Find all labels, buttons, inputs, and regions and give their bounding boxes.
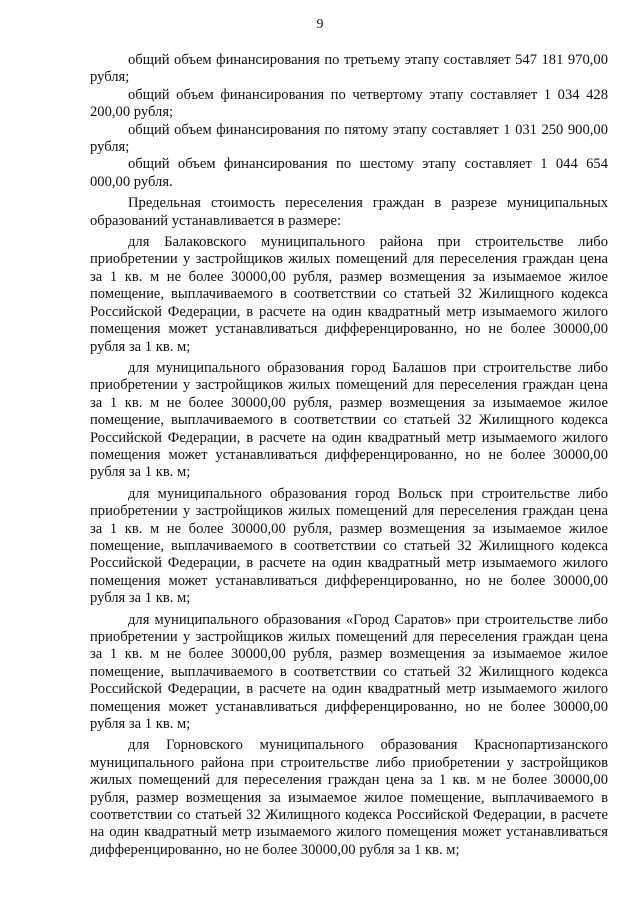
paragraph-gornovskoe: для Горновского муниципального образования Краснопартизанского муниципального района при строительстве либо приобретении у застройщиков жилых помещений для переселения граждан цена за 1 кв. м не более 30000,00 рубля, размер возмещения за изымаемое жилое помещение, выплачиваемого в соответствии со статьей 32 Жилищного кодекса Российской Федерации, в расчете на один квадратный метр изымаемого жилого помещения может устанавливаться дифференцированно, но не более 30000,00 рубля за 1 кв. м; xyxy=(90,737,608,858)
paragraph-funding-stage-4: общий объем финансирования по четвертому этапу составляет 1 034 428 200,00 рубля; xyxy=(90,86,608,121)
paragraph-balakovo: для Балаковского муниципального района при строительстве либо приобретении у застройщиков жилых помещений для переселения граждан цена за 1 кв. м не более 30000,00 рубля, размер возмещения за изымаемое жилое помещение, выплачиваемого в соответствии со статьей 32 Жилищного кодекса Российской Федерации, в расчете на один квадратный метр изымаемого жилого помещения может устанавливаться дифференцированно, но не более 30000,00 рубля за 1 кв. м; xyxy=(90,234,608,355)
paragraph-funding-stage-3: общий объем финансирования по третьему этапу составляет 547 181 970,00 рубля; xyxy=(90,52,608,86)
paragraph-funding-stage-5: общий объем финансирования по пятому этапу составляет 1 031 250 900,00 рубля; xyxy=(90,121,608,156)
paragraph-funding-stage-6: общий объем финансирования по шестому этапу составляет 1 044 654 000,00 рубля. xyxy=(90,156,608,190)
paragraph-cost-intro: Предельная стоимость переселения граждан в разрезе муниципальных образований устанавливается в размере: xyxy=(90,195,608,229)
page-number: 9 xyxy=(316,17,324,32)
paragraph-saratov: для муниципального образования «Город Саратов» при строительстве либо приобретении у застройщиков жилых помещений для переселения граждан цена за 1 кв. м не более 30000,00 рубля, размер возмещения за изымаемое жилое помещение, выплачиваемого в соответствии со статьей 32 Жилищного кодекса Российской Федерации, в расчете на один квадратный метр изымаемого жилого помещения может устанавливаться дифференцированно, но не более 30000,00 рубля за 1 кв. м; xyxy=(90,611,608,733)
document-body xyxy=(90,52,608,859)
paragraph-balashov: для муниципального образования город Балашов при строительстве либо приобретении у застройщиков жилых помещений для переселения граждан цена за 1 кв. м не более 30000,00 рубля, размер возмещения за изымаемое жилое помещение, выплачиваемого в соответствии со статьей 32 Жилищного кодекса Российской Федерации, в расчете на один квадратный метр изымаемого жилого помещения может устанавливаться дифференцированно, но не более 30000,00 рубля за 1 кв. м; xyxy=(90,359,608,481)
paragraph-volsk: для муниципального образования город Вольск при строительстве либо приобретении у застройщиков жилых помещений для переселения граждан цена за 1 кв. м не более 30000,00 рубля, размер возмещения за изымаемое жилое помещение, выплачиваемого в соответствии со статьей 32 Жилищного кодекса Российской Федерации, в расчете на один квадратный метр изымаемого жилого помещения может устанавливаться дифференцированно, но не более 30000,00 рубля за 1 кв. м; xyxy=(90,485,608,607)
